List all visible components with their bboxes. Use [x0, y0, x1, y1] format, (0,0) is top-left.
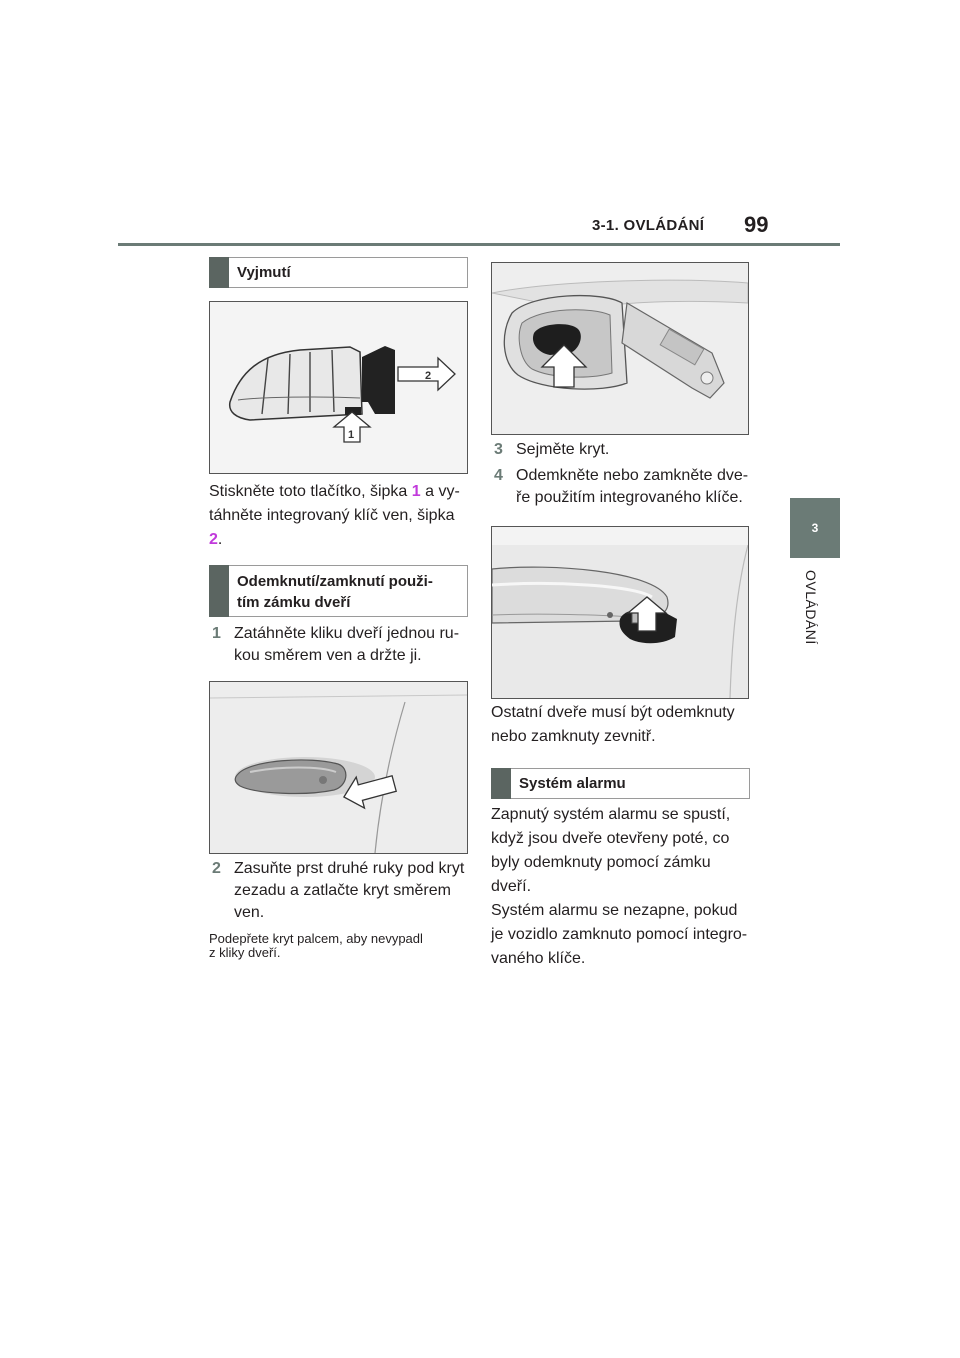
para3-line2: když jsou dveře otevřeny poté, co: [491, 830, 730, 847]
section-heading-title: Systém alarmu: [519, 775, 626, 792]
section-heading-alarm: [491, 768, 750, 799]
step-text: [516, 465, 748, 509]
header-title: 3-1. OVLÁDÁNÍ: [592, 217, 705, 234]
header-rule: [118, 243, 840, 246]
step-number: 1: [212, 625, 221, 642]
para4-line2: je vozidlo zamknuto pomocí integro-: [491, 926, 748, 943]
section2-title-line1: Odemknutí/zamknutí použi-: [237, 573, 433, 590]
para2-line1: Ostatní dveře musí být odemknuty: [491, 704, 735, 721]
section-heading-title: Vyjmutí: [237, 264, 291, 281]
step-3: [494, 439, 764, 461]
para1-text-a: Stiskněte toto tlačítko, šipka: [209, 483, 412, 500]
section-heading-bar: [209, 565, 229, 617]
chapter-label: OVLÁDÁNÍ: [803, 570, 819, 645]
section2-title-line2: tím zámku dveří: [237, 594, 351, 611]
para1-ref-1: 1: [411, 483, 421, 500]
paragraph-alarm-1: [491, 803, 766, 899]
para4-line3: vaného klíče.: [491, 950, 586, 967]
figure-door-handle-pull: [209, 681, 468, 854]
step1-line2: kou směrem ven a držte ji.: [234, 647, 422, 664]
para3-line1: Zapnutý systém alarmu se spustí,: [491, 806, 731, 823]
paragraph-removal: [209, 480, 479, 552]
section-heading-door-lock: [209, 565, 468, 617]
para2-line2: nebo zamknuty zevnitř.: [491, 728, 656, 745]
step2-line2: zezadu a zatlačte kryt směrem: [234, 882, 451, 899]
section-heading-bar: [209, 257, 229, 288]
figure-key-removal: [209, 301, 468, 474]
para1-ref-2: 2: [209, 531, 218, 548]
step-number: 2: [212, 860, 221, 877]
step-2: [212, 858, 482, 924]
para3-line3: byly odemknuty pomocí zámku: [491, 854, 711, 871]
chapter-tab: 3: [790, 498, 840, 558]
step4-line1: Odemkněte nebo zamkněte dve-: [516, 467, 749, 484]
para4-line1: Systém alarmu se nezapne, pokud: [491, 902, 738, 919]
step-text: [234, 623, 459, 667]
step-number: 3: [494, 441, 503, 458]
step-text: [234, 858, 464, 924]
step-number: 4: [494, 467, 503, 484]
section-heading-bar: [491, 768, 511, 799]
note-text: [209, 932, 479, 960]
step-4: [494, 465, 764, 513]
page-number: 99: [744, 212, 769, 237]
figure-cover-removed: [491, 262, 749, 435]
step2-line1: Zasuňte prst druhé ruky pod kryt: [234, 860, 465, 877]
para3-line4: dveří.: [491, 878, 532, 895]
step4-line2: ře použitím integrovaného klíče.: [516, 489, 743, 506]
fig1-label-2: 2: [425, 370, 432, 382]
step-1: [212, 623, 482, 671]
note-line2: z kliky dveří.: [209, 945, 281, 960]
para1-text-d: .: [217, 531, 223, 548]
step2-line3: ven.: [234, 904, 265, 921]
fig1-label-1: 1: [348, 429, 355, 441]
note-line1: Podepřete kryt palcem, aby nevypadl: [209, 931, 423, 946]
section-heading-removal: [209, 257, 468, 288]
para1-text-b: a vy-: [420, 483, 460, 500]
section-heading-title: [237, 571, 433, 613]
para1-text-c: táhněte integrovaný klíč ven, šipka: [209, 507, 455, 524]
step1-line1: Zatáhněte kliku dveří jednou ru-: [234, 625, 460, 642]
paragraph-other-doors: [491, 701, 761, 749]
figure-key-in-lock: [491, 526, 749, 699]
paragraph-alarm-2: [491, 899, 766, 971]
step-text: Sejměte kryt.: [516, 441, 610, 458]
